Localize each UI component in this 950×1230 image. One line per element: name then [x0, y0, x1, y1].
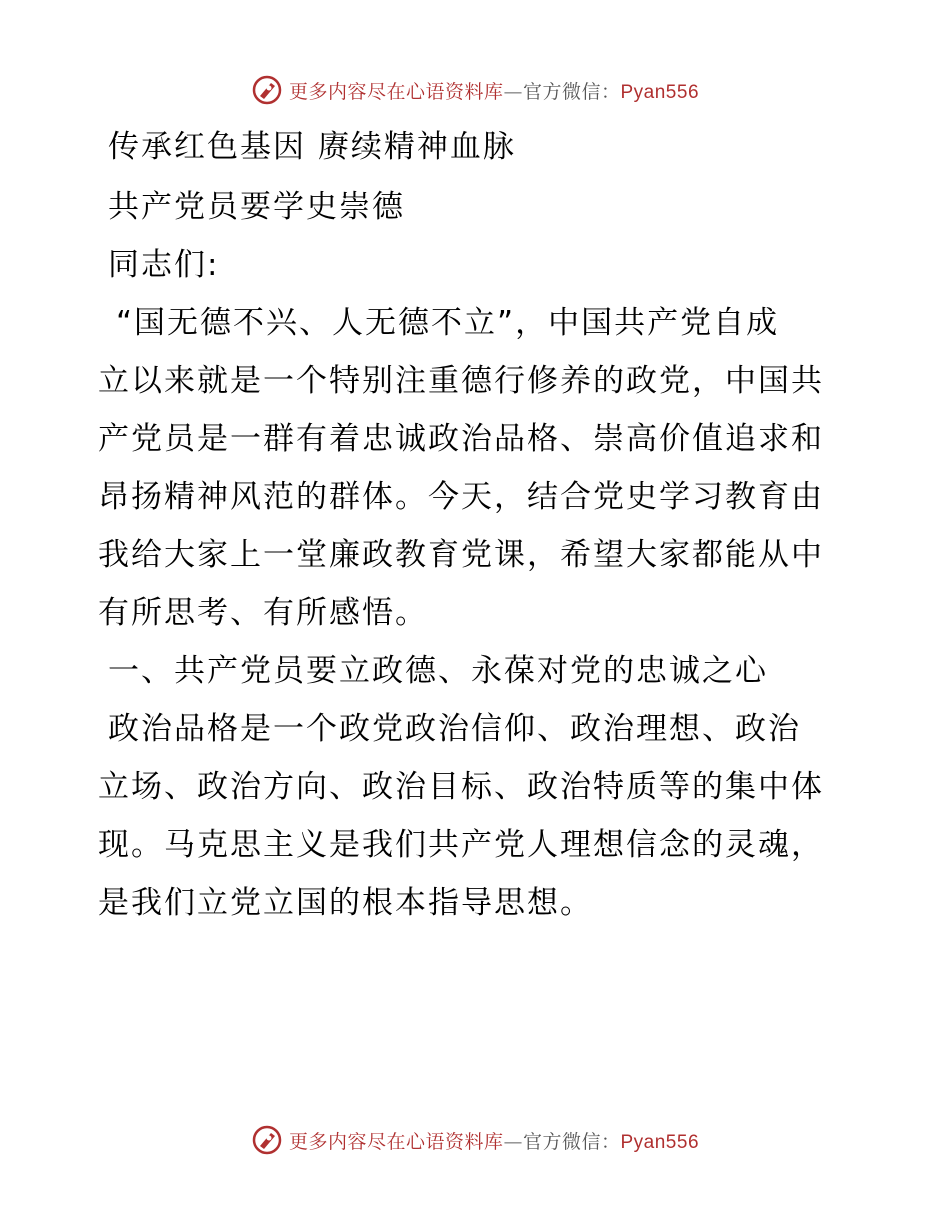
- paragraph-line: 有所思考、有所感悟。: [98, 595, 428, 631]
- paragraph-1: [98, 294, 858, 642]
- paragraph-line: 我给大家上一堂廉政教育党课，希望大家都能从中: [98, 537, 824, 573]
- paragraph-line: 现。马克思主义是我们共产党人理想信念的灵魂，: [98, 827, 824, 863]
- paragraph-line: 产党员是一群有着忠诚政治品格、崇高价值追求和: [98, 421, 824, 457]
- document-title: 传承红色基因 赓续精神血脉: [108, 129, 516, 165]
- paragraph-line: 政治品格是一个政党政治信仰、政治理想、政治: [108, 711, 801, 747]
- paragraph-line: 昂扬精神风范的群体。今天，结合党史学习教育由: [98, 479, 824, 515]
- pen-logo-icon: [251, 1124, 283, 1156]
- watermark-text: 更多内容尽在心语资料库—官方微信：Pyan556: [288, 1130, 700, 1153]
- paragraph-line: 是我们立党立国的根本指导思想。: [98, 885, 593, 921]
- paragraph-2: [98, 700, 858, 932]
- salutation: 同志们:: [108, 247, 220, 283]
- watermark-header: [0, 70, 950, 110]
- pen-logo-icon: [251, 74, 283, 106]
- paragraph-line: “国无德不兴、人无德不立”，中国共产党自成: [116, 305, 780, 341]
- document-subtitle: 共产党员要学史崇德: [108, 189, 405, 225]
- watermark-text: 更多内容尽在心语资料库—官方微信：Pyan556: [288, 80, 700, 103]
- paragraph-line: 立场、政治方向、政治目标、政治特质等的集中体: [98, 769, 824, 805]
- watermark-footer: [0, 1120, 950, 1160]
- document-body: [98, 118, 858, 932]
- section-heading: 一、共产党员要立政德、永葆对党的忠诚之心: [108, 653, 768, 689]
- paragraph-line: 立以来就是一个特别注重德行修养的政党，中国共: [98, 363, 824, 399]
